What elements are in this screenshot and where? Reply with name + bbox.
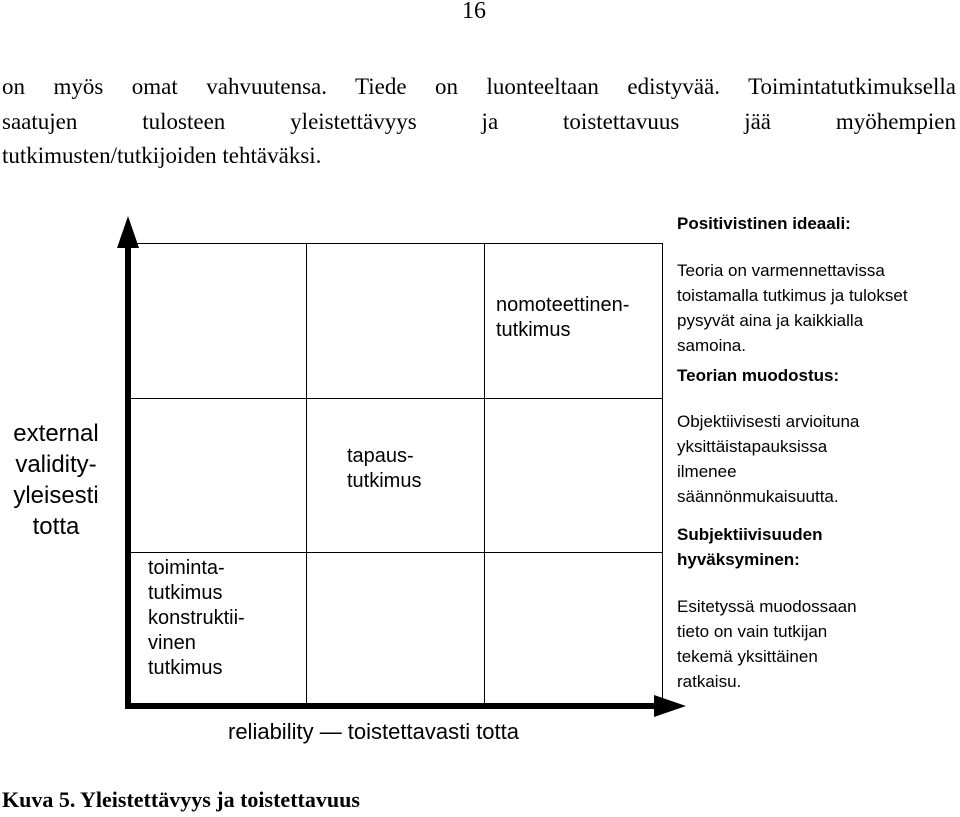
grid-line-col1 bbox=[306, 243, 307, 706]
grid-line-right bbox=[662, 243, 663, 706]
paragraph-line-3: tutkimusten/tutkijoiden tehtäväksi. bbox=[2, 143, 322, 168]
x-axis-arrowhead bbox=[654, 695, 686, 717]
figure-caption: Kuva 5. Yleistettävyys ja toistettavuus bbox=[2, 787, 360, 812]
side-body-positivistinen: Teoria on varmennettavissa toistamalla tutkimus ja tulokset pysyvät aina ja kaikkialla samoina. bbox=[677, 261, 908, 355]
cell-tapaustutkimus: tapaus- tutkimus bbox=[347, 445, 422, 492]
side-body-teorian: Objektiivisesti arvioituna yksittäistapauksissa ilmenee säännönmukaisuutta. bbox=[677, 412, 860, 506]
grid-line-top bbox=[128, 243, 663, 244]
page-number: 16 bbox=[462, 0, 486, 24]
cell-toimintatutkimus: toiminta- tutkimus konstruktii- vinen tutkimus bbox=[148, 557, 245, 679]
grid-line-col2 bbox=[484, 243, 485, 706]
side-heading-subjektiivisuus: Subjektiivisuuden hyväksyminen: bbox=[677, 525, 823, 569]
paragraph-line-2: saatujen tulosteen yleistettävyys ja toistettavuus jää myöhempien bbox=[2, 109, 956, 134]
side-body-subjektiivisuus: Esitetyssä muodossaan tieto on vain tutkijan tekemä yksittäinen ratkaisu. bbox=[677, 597, 857, 691]
x-axis-label: reliability — toistettavasti totta bbox=[228, 719, 520, 744]
cell-nomoteettinen: nomoteettinen- tutkimus bbox=[496, 294, 630, 341]
grid-line-upper bbox=[128, 398, 663, 399]
paragraph-line-1: on myös omat vahvuutensa. Tiede on luonteeltaan edistyvää. Toimintatutkimuksella bbox=[2, 74, 956, 99]
side-heading-positivistinen: Positivistinen ideaali: bbox=[677, 214, 851, 233]
y-axis-label: external validity- yleisesti totta bbox=[13, 420, 99, 540]
grid-line-lower bbox=[128, 552, 663, 553]
side-heading-teorian: Teorian muodostus: bbox=[677, 366, 840, 385]
